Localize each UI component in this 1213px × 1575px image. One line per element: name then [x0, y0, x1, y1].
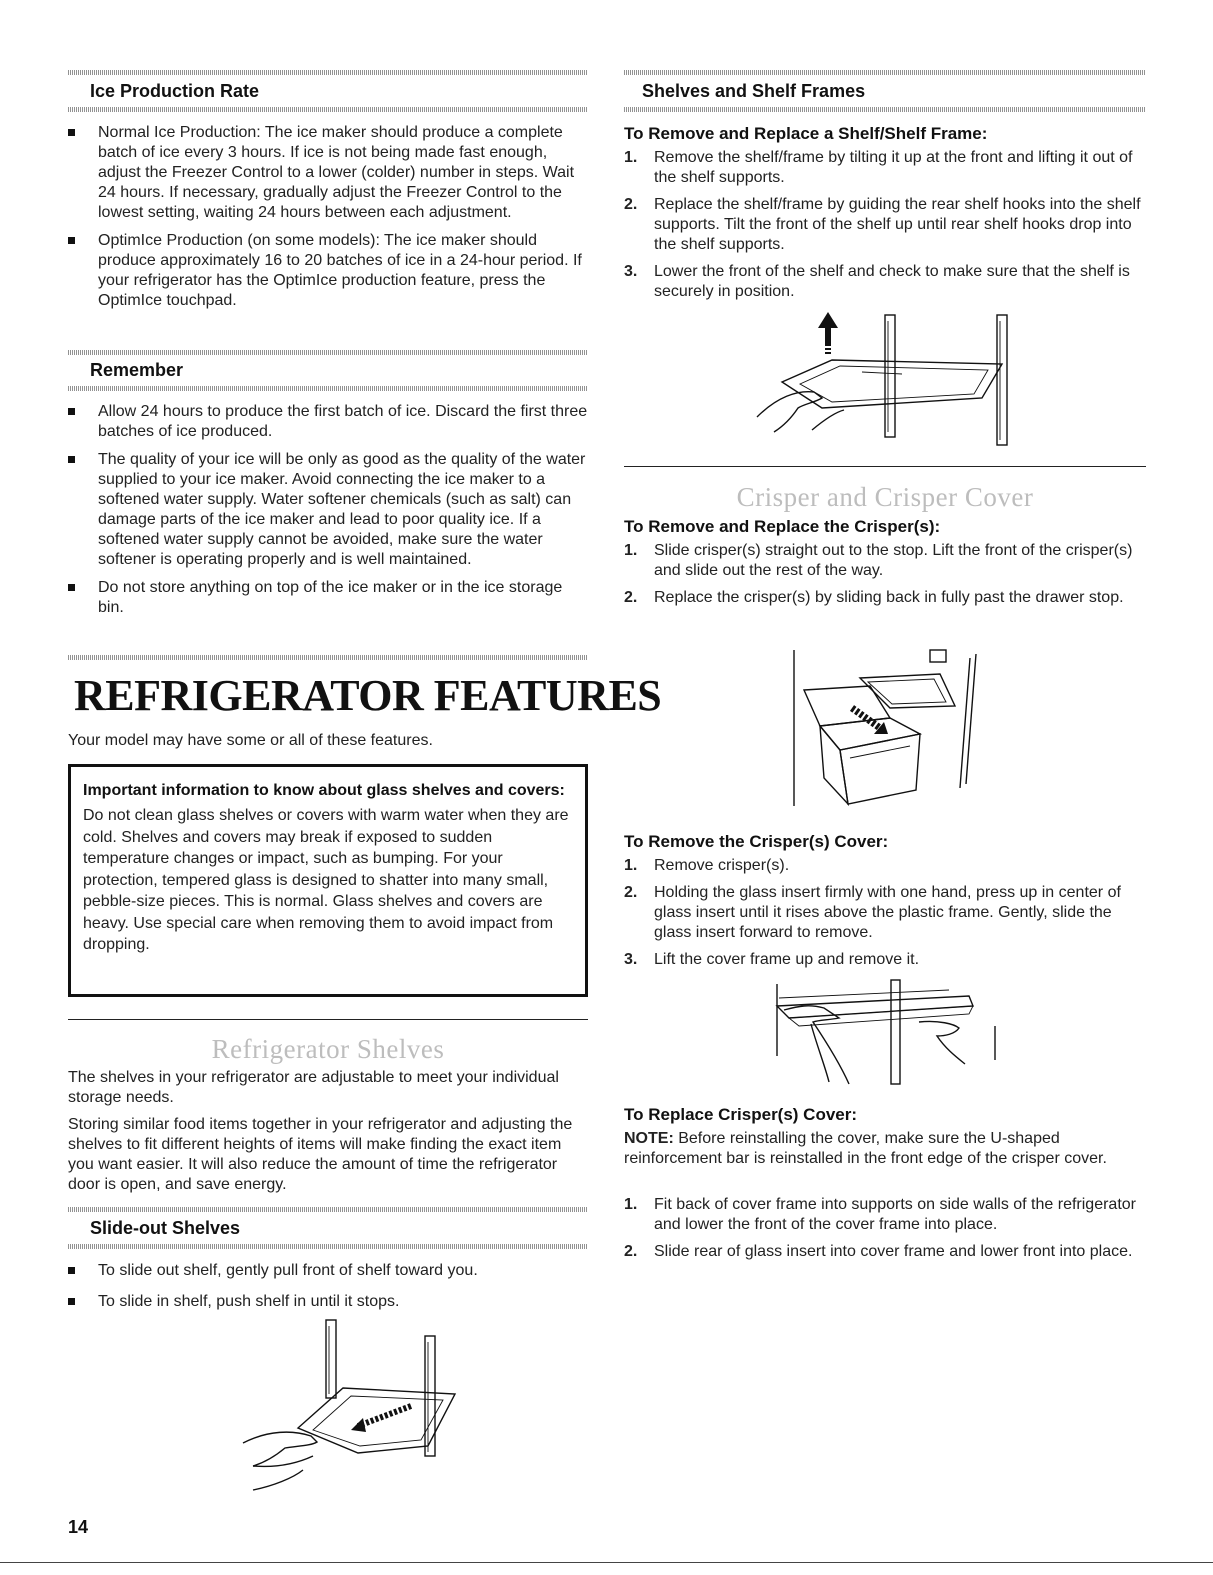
list-item: Do not store anything on top of the ice maker or in the ice storage bin. — [68, 578, 588, 618]
step-item: 3. Lift the cover frame up and remove it. — [624, 951, 920, 968]
shelves-paragraph: Storing similar food items together in your refrigerator and adjusting the shelves to fit different heights of items will make finding the exact item you want easier. It will also reduce the amount of time the refrigerator door is open, and save energy. — [68, 1116, 573, 1193]
step-item: 1. Remove the shelf/frame by tilting it up at the front and lifting it out of the shelf supports. — [624, 149, 1133, 186]
features-intro: Your model may have some or all of these features. — [68, 732, 433, 749]
section-rule — [68, 350, 588, 355]
frames-heading: Shelves and Shelf Frames — [642, 81, 866, 101]
glass-warning-box — [68, 764, 588, 997]
step-item: 2. Holding the glass insert firmly with one hand, press up in center of glass insert until it rises above the plastic frame. Gently, slide the glass insert forward to remove. — [624, 884, 1121, 941]
crisper-title: Crisper and Crisper Cover — [736, 482, 1034, 512]
step-item: 1. Slide crisper(s) straight out to the stop. Lift the front of the crisper(s) and slide out the rest of the way. — [624, 542, 1133, 579]
list-item: The quality of your ice will be only as good as the quality of the water supplied to your ice maker. Avoid connecting the ice maker to a softened water supply. Water softener chemicals (such as salt) can damage parts of the ice maker and lead to poor quality ice. If a softened water supply cannot be avoided, make sure the water softener is operating properly and is well maintained. — [68, 450, 588, 570]
step-item: 1. Remove crisper(s). — [624, 857, 790, 874]
procedure-title: To Remove and Replace a Shelf/Shelf Frame: — [624, 124, 988, 143]
slideout-shelf-illustration — [223, 1318, 523, 1493]
bullet-icon — [68, 129, 75, 136]
step-item: 1. Fit back of cover frame into supports on side walls of the refrigerator and lower the front of the cover frame into place. — [624, 1196, 1136, 1233]
remember-list — [68, 402, 588, 626]
procedure-title: To Remove the Crisper(s) Cover: — [624, 832, 889, 851]
section-rule — [68, 70, 588, 75]
list-item: To slide out shelf, gently pull front of shelf toward you. — [68, 1261, 588, 1281]
list-item: OptimIce Production (on some models): The ice maker should produce approximately 16 to 20 batches of ice in a 24-hour period. If your refrigerator has the OptimIce production feature, press the OptimIce touchpad. — [68, 231, 588, 311]
slideout-heading: Slide-out Shelves — [90, 1218, 241, 1238]
note-text: Before reinstalling the cover, make sure the U-shaped reinforcement bar is reinstalled in the front edge of the crisper cover. — [624, 1130, 1107, 1167]
crisper-illustration — [790, 648, 990, 808]
bullet-icon — [68, 584, 75, 591]
bullet-icon — [68, 1298, 75, 1305]
list-item: To slide in shelf, push shelf in until it stops. — [68, 1292, 588, 1312]
ice-rate-list — [68, 123, 588, 319]
notice-title: Important information to know about glass shelves and covers: — [83, 782, 565, 799]
step-item: 2. Slide rear of glass insert into cover frame and lower front into place. — [624, 1243, 1133, 1260]
page-edge-line — [0, 1562, 1213, 1563]
notice-text: Do not clean glass shelves or covers with warm water when they are cold. Shelves and covers may break if exposed to sudden temperature changes or impact, such as bumping. For your protection, tempered glass is designed to shatter into many small, pebble-size pieces. This is normal. Glass shelves and covers are heavy. Use special care when removing them to avoid impact from dropping. — [83, 807, 569, 953]
shelves-paragraph: The shelves in your refrigerator are adjustable to meet your individual storage needs. — [68, 1069, 559, 1106]
slideout-list — [68, 1261, 588, 1320]
bullet-icon — [68, 1267, 75, 1274]
crisper-cover-illustration — [769, 976, 1004, 1086]
section-rule — [68, 386, 588, 391]
ice-rate-heading: Ice Production Rate — [90, 81, 260, 101]
section-rule — [68, 655, 588, 660]
page-number: 14 — [68, 1517, 89, 1537]
frames-steps — [624, 148, 1146, 309]
bullet-icon — [68, 408, 75, 415]
step-item: 2. Replace the shelf/frame by guiding the rear shelf hooks into the shelf supports. Tilt the front of the shelf up until rear shelf hooks drop into the shelf supports. — [624, 196, 1141, 253]
section-rule — [624, 107, 1146, 112]
section-rule — [68, 1207, 588, 1212]
shelves-title: Refrigerator Shelves — [211, 1034, 445, 1064]
remember-heading: Remember — [90, 360, 184, 380]
crisper-remove-steps — [624, 541, 1146, 615]
page-title: REFRIGERATOR FEATURES — [74, 671, 662, 720]
step-item: 3. Lower the front of the shelf and check to make sure that the shelf is securely in position. — [624, 263, 1130, 300]
bullet-icon — [68, 456, 75, 463]
cover-replace-steps — [624, 1195, 1146, 1269]
cover-remove-steps — [624, 856, 1146, 977]
section-rule — [68, 1244, 588, 1249]
note-label: NOTE: — [624, 1130, 674, 1147]
procedure-title: To Replace Crisper(s) Cover: — [624, 1105, 858, 1124]
note-paragraph — [624, 1129, 1146, 1169]
section-divider — [624, 466, 1146, 467]
list-item: Allow 24 hours to produce the first batch of ice. Discard the first three batches of ice produced. — [68, 402, 588, 442]
section-rule — [68, 107, 588, 112]
procedure-title: To Remove and Replace the Crisper(s): — [624, 517, 941, 536]
bullet-icon — [68, 237, 75, 244]
section-divider — [68, 1019, 588, 1020]
list-item: Normal Ice Production: The ice maker should produce a complete batch of ice every 3 hours. If ice is not being made fast enough, adjust the Freezer Control to a lower (colder) number in steps. Wait 24 hours. If necessary, gradually adjust the Freezer Control to the lowest setting, waiting 24 hours between each adjustment. — [68, 123, 588, 223]
step-item: 2. Replace the crisper(s) by sliding back in fully past the drawer stop. — [624, 589, 1124, 606]
section-rule — [624, 70, 1146, 75]
shelf-frame-illustration — [752, 312, 1022, 452]
